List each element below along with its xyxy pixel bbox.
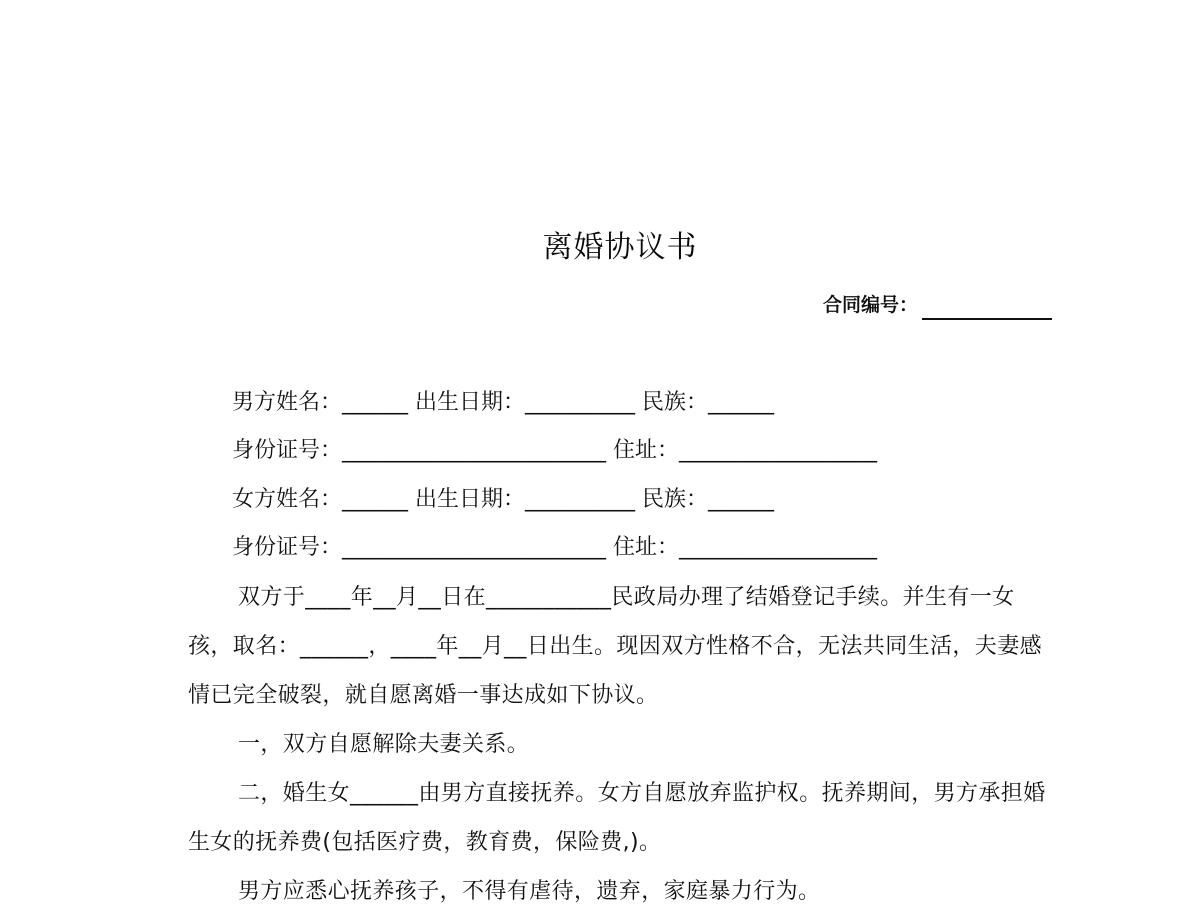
clause-two-paragraph: 二，婚生女______由男方直接抚养。女方自愿放弃监护权。抚养期间，男方承担婚生女的抚养费(包括医疗费，教育费，保险费,)。 (188, 781, 1046, 855)
contract-number-label: 合同编号： (822, 294, 918, 316)
document-title: 离婚协议书 (542, 230, 698, 265)
female-id-address-line: 身份证号：________________________ 住址：__________________ (232, 535, 877, 560)
custody-duty-paragraph: 男方应悉心抚养孩子，不得有虐待，遗弃，家庭暴力行为。 (238, 879, 821, 904)
contract-number-blank (922, 296, 1052, 320)
female-info-line: 女方姓名：______ 出生日期：__________ 民族：______ (232, 487, 774, 512)
clause-one-paragraph: 一，双方自愿解除夫妻关系。 (238, 732, 530, 757)
male-id-address-line: 身份证号：________________________ 住址：__________________ (232, 438, 877, 463)
marriage-registration-paragraph: 双方于____年__月__日在___________民政局办理了结婚登记手续。并生有一女孩，取名：______，____年__月__日出生。现因双方性格不合，无法共同生活，夫妻感情已完全破裂，就自愿离婚一事达成如下协议。 (188, 585, 1043, 708)
male-info-line: 男方姓名：______ 出生日期：__________ 民族：______ (232, 390, 774, 415)
contract-number (823, 290, 1052, 320)
